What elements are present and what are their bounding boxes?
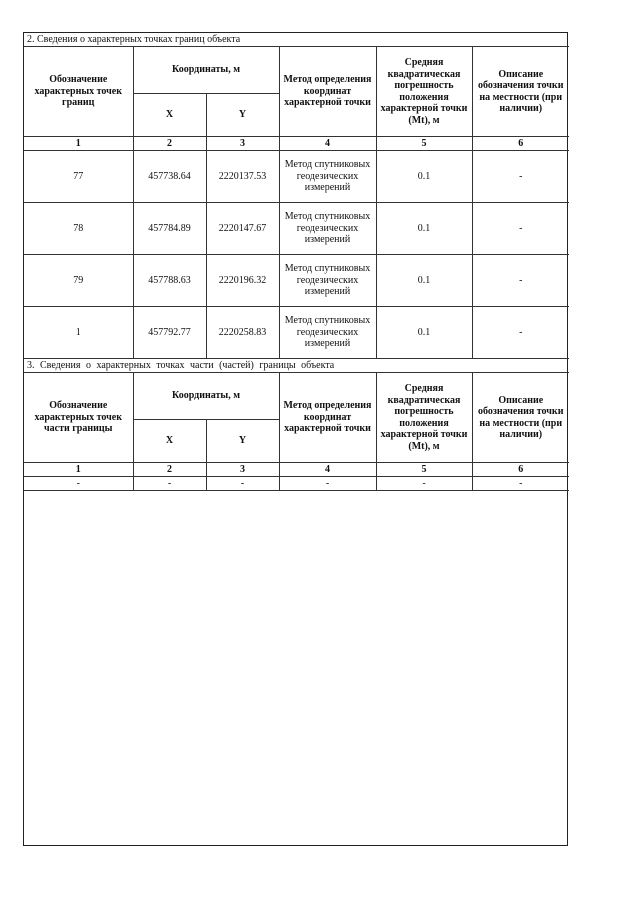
coord-y: 2220196.32 xyxy=(206,255,279,307)
header-y: Y xyxy=(206,94,279,137)
coord-y: 2220137.53 xyxy=(206,151,279,203)
point-id: 1 xyxy=(24,307,133,359)
header-method: Метод определения координат характерной точки xyxy=(279,47,376,137)
col-number: 1 xyxy=(24,137,133,151)
accuracy: 0.1 xyxy=(376,307,472,359)
coord-x: 457788.63 xyxy=(133,255,206,307)
col-number: 1 xyxy=(24,463,133,477)
header-accuracy: Средняя квадратическая погрешность положения характерной точки (Mt), м xyxy=(376,47,472,137)
description: - xyxy=(472,477,569,491)
col-number: 2 xyxy=(133,463,206,477)
document-frame xyxy=(23,32,568,846)
point-id: 79 xyxy=(24,255,133,307)
coord-y: 2220147.67 xyxy=(206,203,279,255)
header-y: Y xyxy=(206,420,279,463)
table-row xyxy=(24,307,569,359)
header-description: Описание обозначения точки на местности (при наличии) xyxy=(472,373,569,463)
header-coords: Координаты, м xyxy=(133,47,279,94)
point-id: - xyxy=(24,477,133,491)
point-id: 78 xyxy=(24,203,133,255)
table-row xyxy=(24,151,569,203)
header-method: Метод определения координат характерной точки xyxy=(279,373,376,463)
header-description: Описание обозначения точки на местности (при наличии) xyxy=(472,47,569,137)
col-number: 3 xyxy=(206,137,279,151)
coord-x: 457784.89 xyxy=(133,203,206,255)
coord-x: 457738.64 xyxy=(133,151,206,203)
header-coords: Координаты, м xyxy=(133,373,279,420)
description: - xyxy=(472,203,569,255)
col-number: 5 xyxy=(376,137,472,151)
coord-y: 2220258.83 xyxy=(206,307,279,359)
col-number: 3 xyxy=(206,463,279,477)
points-table xyxy=(24,33,569,491)
method: - xyxy=(279,477,376,491)
accuracy: - xyxy=(376,477,472,491)
coord-x: - xyxy=(133,477,206,491)
col-number: 6 xyxy=(472,463,569,477)
col-number: 4 xyxy=(279,137,376,151)
accuracy: 0.1 xyxy=(376,203,472,255)
description: - xyxy=(472,255,569,307)
section3-title: 3. Сведения о характерных точках части (частей) границы объекта xyxy=(24,359,569,373)
description: - xyxy=(472,151,569,203)
coord-x: 457792.77 xyxy=(133,307,206,359)
col-number: 5 xyxy=(376,463,472,477)
method: Метод спутниковых геодезических измерений xyxy=(279,203,376,255)
method: Метод спутниковых геодезических измерений xyxy=(279,307,376,359)
header-designation: Обозначение характерных точек границ xyxy=(24,47,133,137)
column-numbers-row xyxy=(24,137,569,151)
method: Метод спутниковых геодезических измерений xyxy=(279,255,376,307)
description: - xyxy=(472,307,569,359)
col-number: 2 xyxy=(133,137,206,151)
header-designation: Обозначение характерных точек части границы xyxy=(24,373,133,463)
accuracy: 0.1 xyxy=(376,151,472,203)
header-x: X xyxy=(133,420,206,463)
section2-title: 2. Сведения о характерных точках границ объекта xyxy=(24,33,569,47)
column-numbers-row xyxy=(24,463,569,477)
col-number: 4 xyxy=(279,463,376,477)
table-row xyxy=(24,255,569,307)
header-accuracy: Средняя квадратическая погрешность положения характерной точки (Mt), м xyxy=(376,373,472,463)
table-row xyxy=(24,477,569,491)
method: Метод спутниковых геодезических измерений xyxy=(279,151,376,203)
col-number: 6 xyxy=(472,137,569,151)
accuracy: 0.1 xyxy=(376,255,472,307)
coord-y: - xyxy=(206,477,279,491)
point-id: 77 xyxy=(24,151,133,203)
header-x: X xyxy=(133,94,206,137)
table-row xyxy=(24,203,569,255)
